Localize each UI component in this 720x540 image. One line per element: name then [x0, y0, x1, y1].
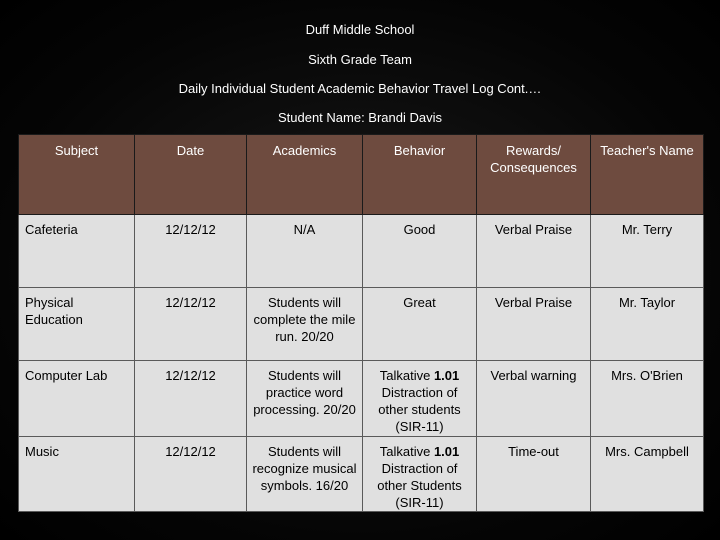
cell-date: 12/12/12 [135, 437, 247, 512]
cell-subject: Cafeteria [19, 215, 135, 288]
cell-date: 12/12/12 [135, 361, 247, 437]
cell-teacher: Mr. Taylor [591, 288, 704, 361]
cell-subject: Physical Education [19, 288, 135, 361]
behavior-text: Talkative [379, 368, 434, 383]
table-row [19, 361, 704, 437]
column-header-behavior: Behavior [363, 135, 477, 215]
column-header-date: Date [135, 135, 247, 215]
behavior-detail: Distraction of other students (SIR-11) [378, 385, 461, 434]
behavior-text: Good [403, 222, 436, 237]
cell-subject: Computer Lab [19, 361, 135, 437]
cell-academics: Students will complete the mile run. 20/20 [247, 288, 363, 361]
column-header-rewards: Rewards/ Consequences [477, 135, 591, 215]
cell-teacher: Mrs. O'Brien [591, 361, 704, 437]
behavior-code: 1.01 [433, 368, 460, 383]
team-name: Sixth Grade Team [308, 52, 412, 67]
behavior-text: Talkative [379, 444, 434, 459]
behavior-code: 1.01 [433, 444, 460, 459]
student-name: Student Name: Brandi Davis [277, 110, 443, 125]
behavior-detail: Distraction of other Students (SIR-11) [377, 461, 462, 510]
cell-academics: Students will recognize musical symbols. 16/20 [247, 437, 363, 512]
cell-behavior [363, 361, 477, 437]
table-row [19, 215, 704, 288]
log-title: Daily Individual Student Academic Behavior Travel Log Cont.… [178, 81, 542, 96]
cell-rewards: Verbal Praise [477, 215, 591, 288]
cell-academics: N/A [247, 215, 363, 288]
column-header-teacher: Teacher's Name [591, 135, 704, 215]
travel-log-table [18, 134, 704, 512]
cell-behavior [363, 288, 477, 361]
cell-behavior [363, 437, 477, 512]
cell-teacher: Mrs. Campbell [591, 437, 704, 512]
table-row [19, 437, 704, 512]
cell-teacher: Mr. Terry [591, 215, 704, 288]
table-row [19, 288, 704, 361]
behavior-text: Great [403, 295, 436, 310]
column-header-academics: Academics [247, 135, 363, 215]
column-header-subject: Subject [19, 135, 135, 215]
cell-rewards: Time-out [477, 437, 591, 512]
cell-date: 12/12/12 [135, 215, 247, 288]
school-name: Duff Middle School [305, 22, 415, 37]
cell-subject: Music [19, 437, 135, 512]
cell-rewards: Verbal Praise [477, 288, 591, 361]
cell-date: 12/12/12 [135, 288, 247, 361]
cell-behavior [363, 215, 477, 288]
table-header-row [19, 135, 704, 215]
cell-rewards: Verbal warning [477, 361, 591, 437]
cell-academics: Students will practice word processing. 20/20 [247, 361, 363, 437]
